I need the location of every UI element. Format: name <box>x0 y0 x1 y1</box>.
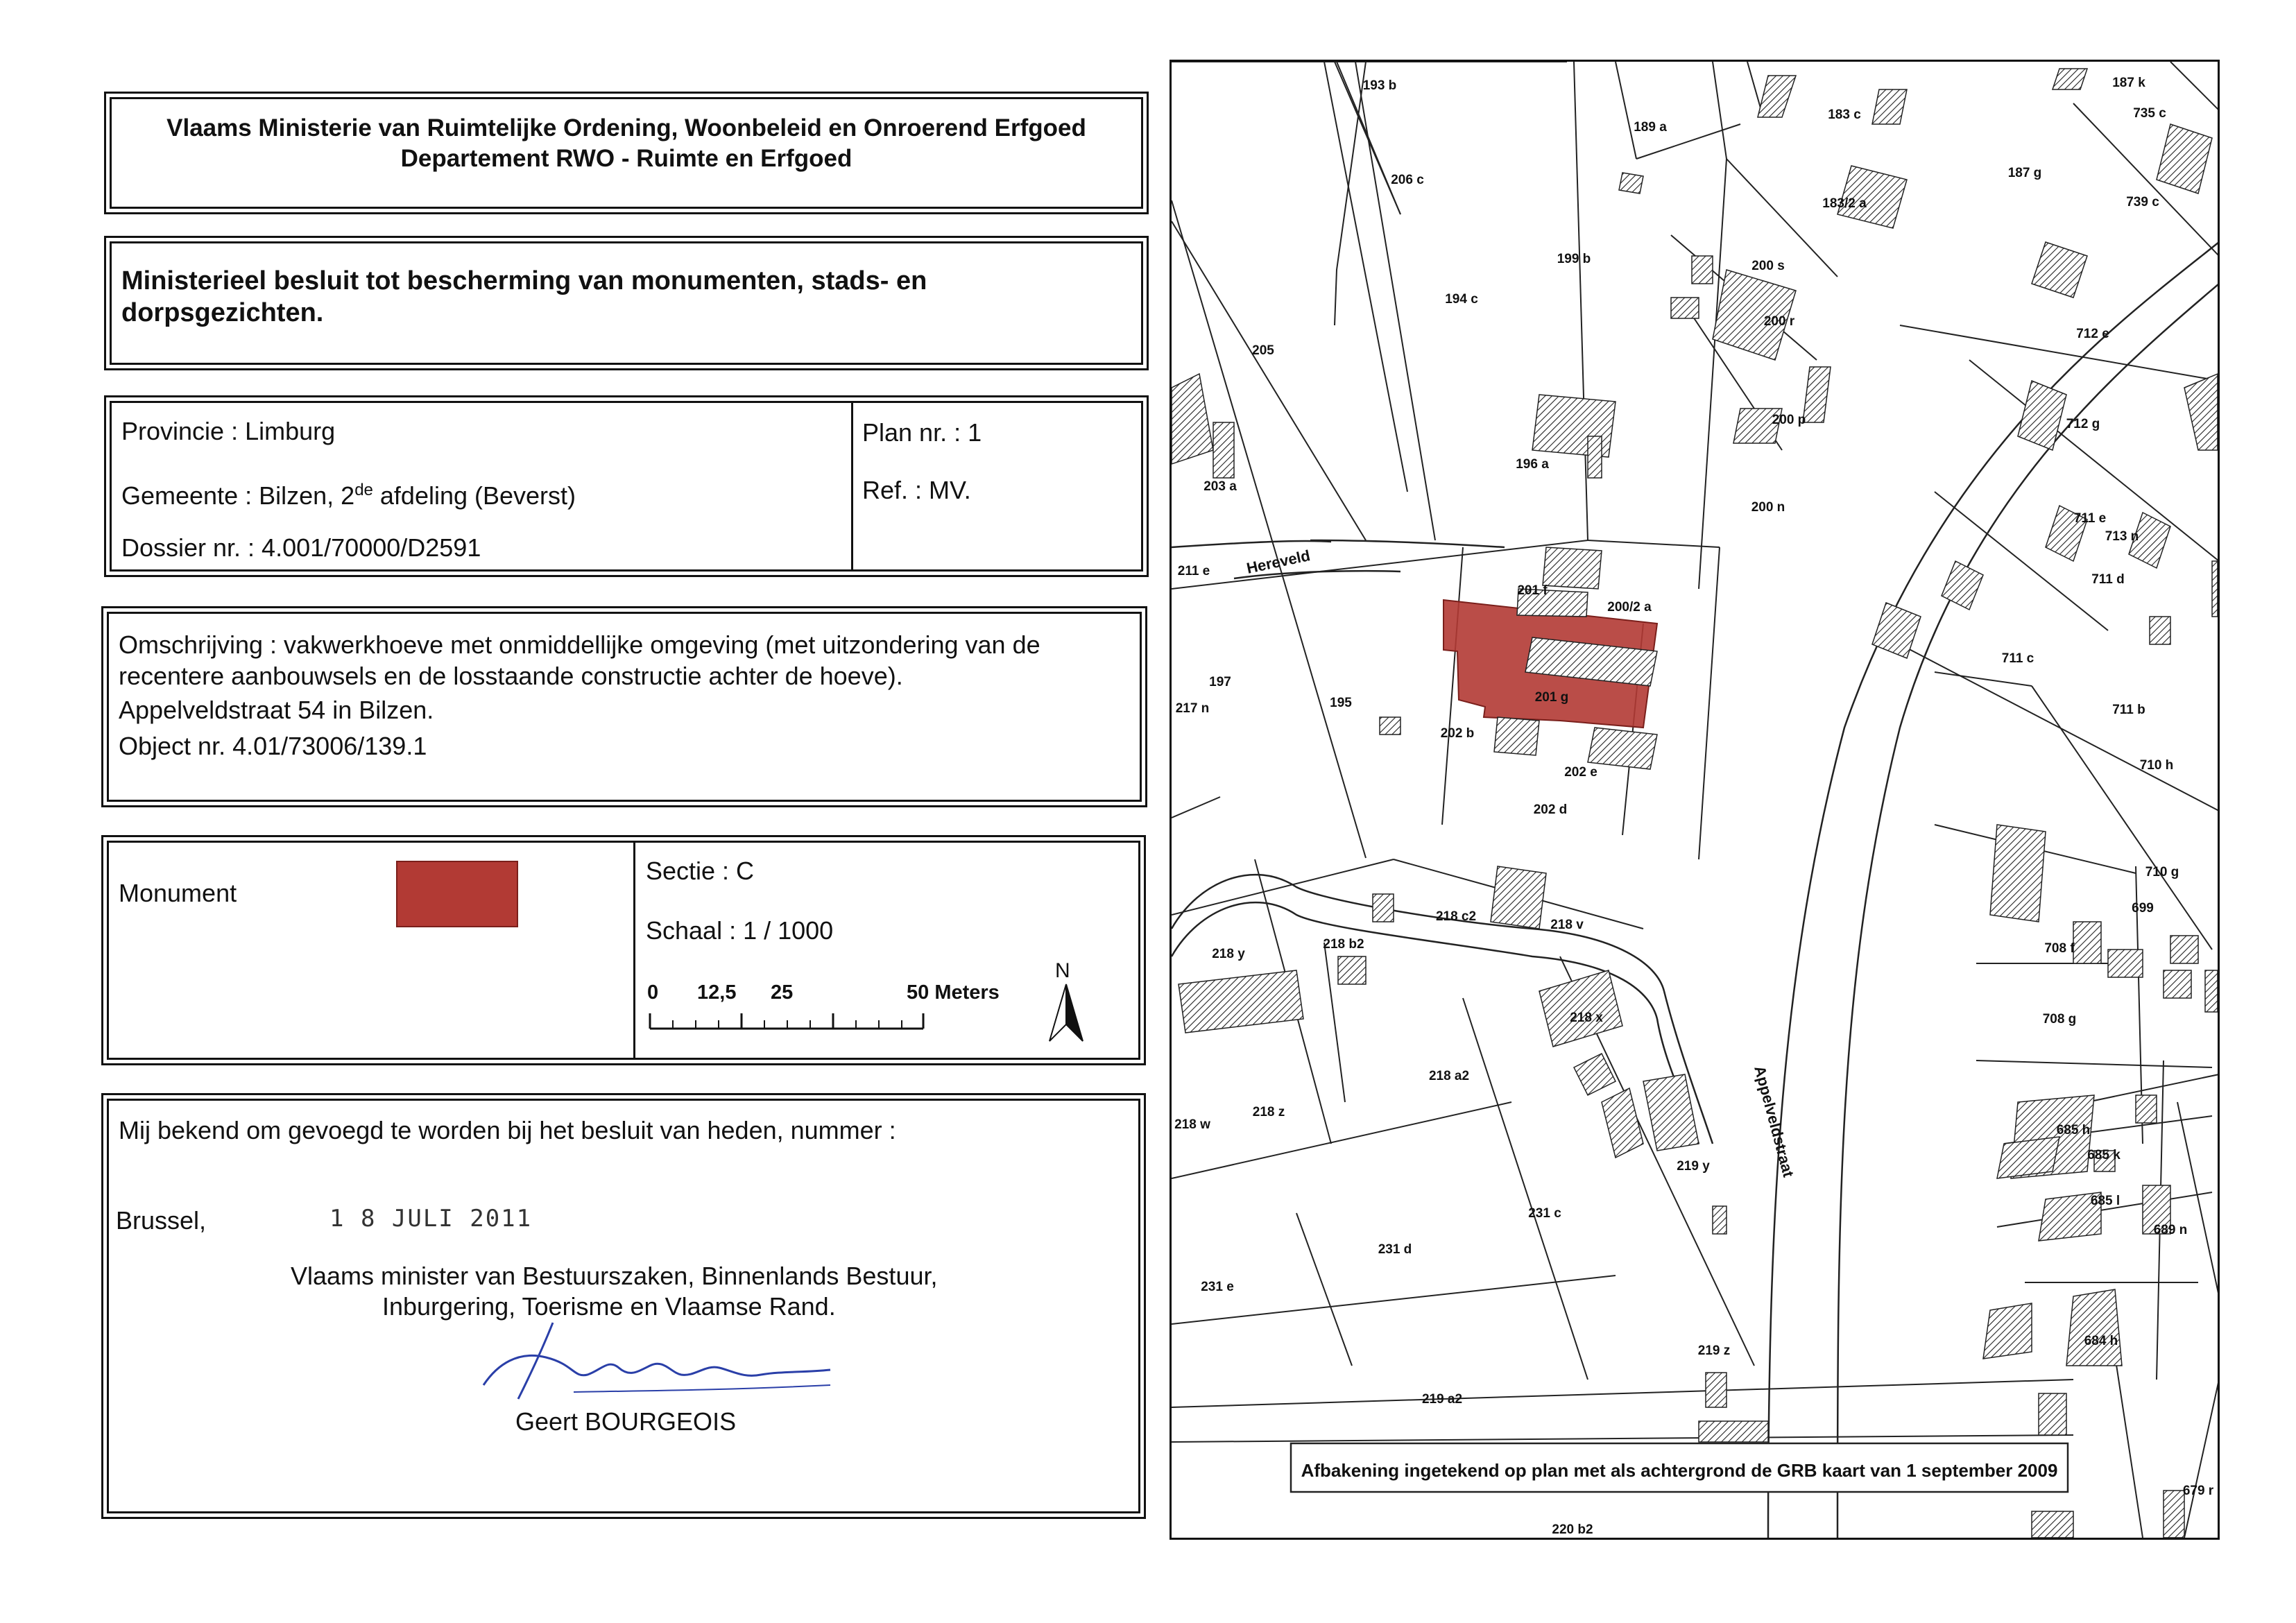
building-footprint <box>2205 970 2218 1012</box>
parcel-label: 231 e <box>1201 1280 1234 1294</box>
statement: Mij bekend om gevoegd te worden bij het besluit van heden, nummer : <box>119 1116 896 1144</box>
parcel-label: 200 p <box>1772 413 1806 427</box>
parcel-label: 202 e <box>1564 765 1597 780</box>
parcel-label: 211 e <box>1177 564 1210 578</box>
parcel-label: 219 z <box>1697 1343 1731 1358</box>
parcel-label: 199 b <box>1557 252 1591 266</box>
parcel-label: 183/2 a <box>1822 196 1867 211</box>
parcel-label: 205 <box>1252 343 1274 358</box>
monument-swatch <box>396 861 518 927</box>
cadastral-map <box>1170 60 2220 1540</box>
parcel-label: 689 n <box>2153 1223 2188 1237</box>
parcel-label: 200 n <box>1751 500 1785 515</box>
building-footprint <box>1373 894 1394 922</box>
parcel-label: 203 a <box>1203 479 1237 494</box>
north-arrow-icon <box>1047 983 1086 1042</box>
parcel-label: 708 g <box>2042 1012 2077 1027</box>
parcel-label: 187 g <box>2007 166 2042 180</box>
plan-number: Plan nr. : 1 <box>862 418 982 447</box>
building-footprint <box>2032 242 2087 298</box>
place: Brussel, <box>116 1206 207 1235</box>
building-footprint <box>1338 956 1366 984</box>
object-number: Object nr. 4.01/73006/139.1 <box>119 732 427 760</box>
building-footprint <box>2066 1289 2122 1366</box>
legend-box <box>107 841 1140 1060</box>
parcel-label: 218 b2 <box>1323 937 1364 952</box>
parcel-label: 218 y <box>1212 947 1245 961</box>
building-footprint <box>1494 717 1539 755</box>
parcel-label: 218 c2 <box>1435 909 1477 924</box>
building-footprint <box>1213 422 1234 478</box>
reference: Ref. : MV. <box>862 476 971 504</box>
dossier-number: Dossier nr. : 4.001/70000/D2591 <box>121 533 481 562</box>
street-hereveld: Hereveld <box>1244 547 1312 577</box>
info-box <box>110 401 1143 572</box>
building-footprint <box>2073 922 2101 963</box>
date-stamp: 1 8 JULI 2011 <box>329 1205 533 1233</box>
parcel-label: 685 l <box>2090 1194 2121 1208</box>
parcel-label: 202 d <box>1533 802 1568 817</box>
building-footprint <box>1692 256 1713 284</box>
building-footprint <box>1380 717 1400 735</box>
building-footprint <box>1491 866 1546 929</box>
scale-tick-25: 25 <box>771 981 794 1004</box>
building-footprint <box>2170 936 2198 963</box>
building-footprint <box>1588 728 1657 769</box>
parcel-label: 712 g <box>2066 417 2100 431</box>
parcel-label: 735 c <box>2133 106 2166 121</box>
description-box <box>107 612 1142 802</box>
monument-label: Monument <box>119 879 237 907</box>
building-footprint <box>2136 1095 2157 1123</box>
ministry-name: Vlaams Ministerie van Ruimtelijke Ordening, Woonbeleid en Onroerend Erfgoed <box>166 114 1086 141</box>
parcel-label: 193 b <box>1362 78 1397 93</box>
parcel-label: 219 a2 <box>1421 1392 1463 1407</box>
map-caption: Afbakening ingetekend op plan met als achtergrond de GRB kaart van 1 september 2009 <box>1301 1460 2058 1481</box>
building-footprint <box>1758 76 1796 117</box>
parcel-label: 685 k <box>2087 1148 2121 1162</box>
building-footprint <box>2184 374 2218 450</box>
parcel-label: 708 f <box>2044 941 2075 956</box>
building-footprint <box>1532 395 1616 457</box>
building-footprint <box>2108 950 2143 977</box>
description-line1: Omschrijving : vakwerkhoeve met onmiddellijke omgeving (met uitzondering van de <box>119 630 1040 659</box>
building-footprint <box>1872 89 1907 124</box>
decree-title-line1: Ministerieel besluit tot bescherming van monumenten, stads- en <box>121 266 927 295</box>
parcel-label: 231 c <box>1528 1206 1561 1221</box>
building-footprint <box>1706 1373 1727 1407</box>
building-footprint <box>1543 547 1602 589</box>
building-footprint <box>2150 617 2170 644</box>
provincie: Provincie : Limburg <box>121 417 336 445</box>
parcel-label: 187 k <box>2112 76 2145 90</box>
building-footprint <box>2212 561 2218 617</box>
building-footprint <box>1699 1421 1768 1442</box>
decree-title-line2: dorpsgezichten. <box>121 298 324 327</box>
parcel-label: 220 b2 <box>1552 1522 1593 1537</box>
building-footprint <box>1172 374 1213 464</box>
building-footprint <box>2053 69 2087 89</box>
building-footprint <box>1539 970 1622 1047</box>
scale-tick-0: 0 <box>647 981 659 1004</box>
scale-bar <box>643 1009 934 1037</box>
building-footprint <box>1643 1074 1699 1151</box>
address: Appelveldstraat 54 in Bilzen. <box>119 696 434 724</box>
parcel-label: 189 a <box>1634 120 1667 135</box>
parcel-label: 231 d <box>1378 1242 1412 1257</box>
parcel-label: 711 b <box>2112 703 2145 717</box>
building-footprint <box>2157 124 2212 194</box>
parcel-label: 713 n <box>2105 529 2139 544</box>
parcel-label: 217 n <box>1175 701 1210 716</box>
parcel-label: 739 c <box>2126 195 2159 209</box>
map-drawing <box>1172 62 2218 1538</box>
parcel-label: 711 e <box>2073 511 2107 526</box>
parcel-label: 218 a2 <box>1428 1069 1470 1083</box>
parcel-label: 218 v <box>1550 918 1584 932</box>
parcel-label: 197 <box>1209 675 1231 689</box>
parcel-label: 201 f <box>1517 583 1548 598</box>
parcel-label: 679 r <box>2182 1484 2214 1498</box>
scale-tick-50: 50 Meters <box>907 981 1000 1004</box>
parcel-label: 712 e <box>2076 327 2109 341</box>
building-footprint <box>1619 173 1643 194</box>
north-label: N <box>1055 959 1070 982</box>
building-footprint <box>1179 970 1303 1033</box>
signature-box <box>107 1099 1140 1513</box>
parcel-label: 710 g <box>2145 865 2179 879</box>
minister-line1: Vlaams minister van Bestuurszaken, Binnenlands Bestuur, <box>291 1262 938 1290</box>
parcel-label: 218 x <box>1570 1011 1603 1025</box>
parcel-label: 218 z <box>1252 1105 1285 1119</box>
building-footprint <box>1997 1137 2059 1178</box>
parcel-label: 200 s <box>1751 259 1785 273</box>
signatory-name: Geert BOURGEOIS <box>515 1407 737 1436</box>
building-footprint <box>1588 436 1602 478</box>
department-name: Departement RWO - Ruimte en Erfgoed <box>400 145 853 172</box>
decree-title-box <box>110 241 1143 365</box>
parcel-label: 699 <box>2132 901 2154 916</box>
parcel-labels <box>1174 76 2214 1537</box>
building-footprint <box>2039 1393 2066 1435</box>
building-footprint <box>1990 825 2046 922</box>
parcel-label: 218 w <box>1174 1117 1210 1132</box>
gemeente: Gemeente : Bilzen, 2de afdeling (Beverst) <box>121 481 576 510</box>
section: Sectie : C <box>646 857 755 885</box>
scale-tick-12-5: 12,5 <box>697 981 737 1004</box>
info-divider <box>851 403 853 569</box>
building-footprint <box>2164 970 2191 998</box>
minister-line2: Inburgering, Toerisme en Vlaamse Rand. <box>382 1292 836 1321</box>
parcel-label: 219 y <box>1677 1159 1710 1174</box>
parcel-label: 206 c <box>1391 173 1424 187</box>
parcel-label: 194 c <box>1445 292 1478 307</box>
building-footprint <box>1803 367 1831 422</box>
building-footprint <box>1671 298 1699 318</box>
description-line2: recentere aanbouwsels en de losstaande constructie achter de hoeve). <box>119 662 903 690</box>
building-footprint <box>1713 1206 1727 1234</box>
parcel-label: 710 h <box>2139 758 2174 773</box>
building-footprint <box>1872 603 1921 658</box>
building-footprint <box>1602 1088 1643 1158</box>
buildings <box>1172 69 2218 1538</box>
legend-divider <box>633 843 635 1058</box>
parcel-label: 200/2 a <box>1607 600 1652 615</box>
parcel-label: 711 c <box>2001 651 2034 666</box>
parcel-label: 183 c <box>1828 108 1861 122</box>
scale: Schaal : 1 / 1000 <box>646 916 834 945</box>
handwritten-signature <box>470 1309 858 1420</box>
street-appelveldstraat: Appelveldstraat <box>1751 1063 1798 1179</box>
ministry-header-box <box>110 97 1143 209</box>
building-footprint <box>2164 1491 2184 1538</box>
parcel-label: 684 h <box>2084 1334 2118 1348</box>
parcel-label: 202 b <box>1440 726 1475 741</box>
building-footprint <box>2032 1511 2073 1538</box>
parcel-label: 711 d <box>2091 572 2125 587</box>
building-footprint <box>1983 1303 2032 1359</box>
parcel-label: 196 a <box>1516 457 1549 472</box>
parcel-label: 195 <box>1330 696 1352 710</box>
parcel-label: 201 g <box>1534 690 1569 705</box>
parcel-label: 685 h <box>2056 1123 2091 1137</box>
building-footprint <box>2018 381 2066 450</box>
roads <box>1172 242 2218 1538</box>
parcel-label: 200 r <box>1763 314 1795 329</box>
